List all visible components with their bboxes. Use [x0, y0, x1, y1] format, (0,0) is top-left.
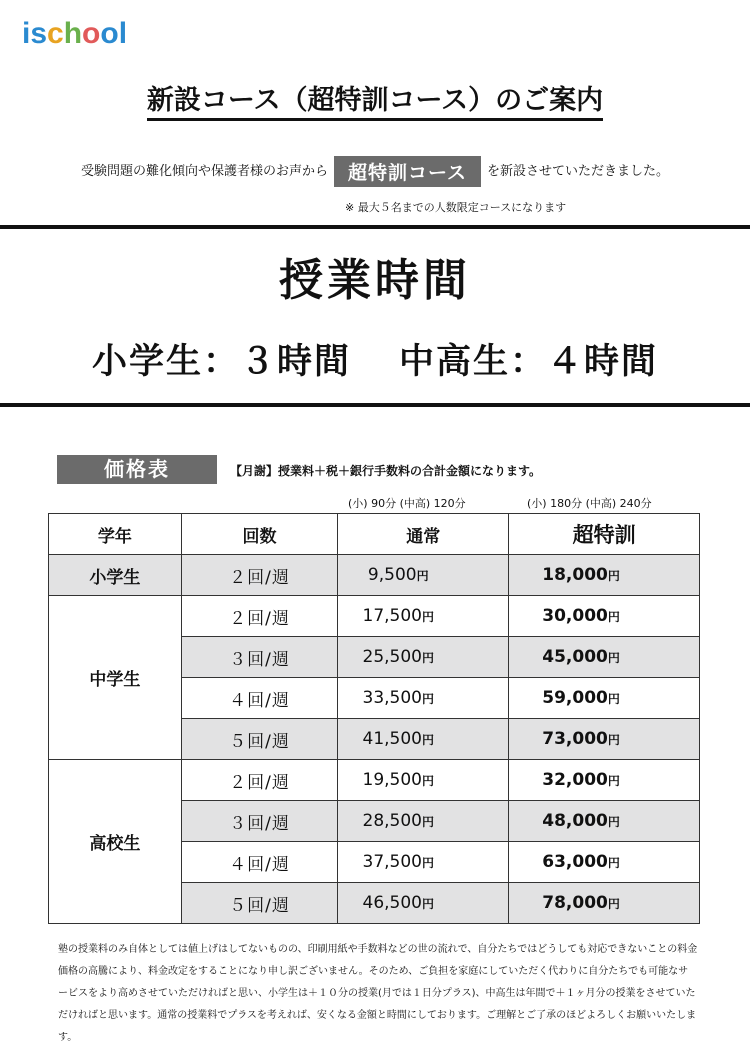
- logo-text: ischool: [22, 17, 128, 50]
- count-cell: ４回/週: [181, 842, 338, 883]
- divider-top: [0, 225, 750, 229]
- normal-price-cell: 46,500円: [338, 883, 509, 924]
- normal-price-cell: 28,500円: [338, 801, 509, 842]
- divider-bottom: [0, 403, 750, 407]
- special-price-cell: 73,000円: [509, 719, 700, 760]
- footer-notice: 塾の授業料のみ自体としては値上げはしてないものの、印刷用紙や手数料などの世の流れで、自分たちではどうしても対応できないことの料金価格の高騰により、料金改定をすることになり申し訳ございません。そのため、ご負担を家庭にしていただく代わりに自分たちでも可能なサービスをより高めさせていただければと思い、小学生は＋１０分の授業(月では１日分プラス)、中高生は年間で＋１ヶ月分の授業をさせていただければと思います。通常の授業料でプラスを考えれば、安くなる金額と時間にしております。ご理解とご了承のほどよろしくお願いいたします。: [58, 944, 698, 1043]
- normal-price-cell: 41,500円: [338, 719, 509, 760]
- normal-price-cell: 19,500円: [338, 760, 509, 801]
- price-table: [48, 513, 700, 924]
- count-cell: ３回/週: [181, 637, 338, 678]
- special-duration-note: (小) 180分 (中高) 240分: [527, 497, 652, 510]
- normal-duration-note: (小) 90分 (中高) 120分: [348, 497, 466, 510]
- header-grade: 学年: [49, 514, 182, 555]
- grade-cell-high: 高校生: [49, 760, 182, 924]
- count-cell: ３回/週: [181, 801, 338, 842]
- special-price-cell: 30,000円: [509, 596, 700, 637]
- course-highlight-badge: 超特訓コース: [334, 156, 481, 187]
- grade-cell-middle: 中学生: [49, 596, 182, 760]
- price-table-label: 価格表: [57, 455, 217, 484]
- table-row: [49, 596, 700, 637]
- table-row: [49, 555, 700, 596]
- special-price-cell: 59,000円: [509, 678, 700, 719]
- normal-price-cell: 9,500円: [338, 555, 509, 596]
- price-note: 【月謝】授業料＋税＋銀行手数料の合計金額になります。: [230, 464, 542, 478]
- normal-price-cell: 33,500円: [338, 678, 509, 719]
- header-count: 回数: [181, 514, 338, 555]
- count-cell: ２回/週: [181, 760, 338, 801]
- middle-high-time: 中高生：４時間: [399, 342, 659, 382]
- count-cell: ２回/週: [181, 555, 338, 596]
- intro-text: 受験問題の難化傾向や保護者様のお声から 超特訓コース を新設させていただきました。: [0, 156, 750, 187]
- special-price-cell: 18,000円: [509, 555, 700, 596]
- count-cell: ５回/週: [181, 883, 338, 924]
- special-price-cell: 78,000円: [509, 883, 700, 924]
- class-time-values: [0, 334, 750, 384]
- normal-price-cell: 17,500円: [338, 596, 509, 637]
- special-price-cell: 63,000円: [509, 842, 700, 883]
- special-price-cell: 45,000円: [509, 637, 700, 678]
- header-special: 超特訓: [509, 514, 700, 555]
- count-cell: ２回/週: [181, 596, 338, 637]
- class-time-heading: 授業時間: [279, 255, 471, 306]
- special-price-cell: 32,000円: [509, 760, 700, 801]
- capacity-note: ※ 最大５名までの人数限定コースになります: [345, 201, 567, 214]
- elementary-time: 小学生：３時間: [91, 342, 351, 382]
- header-normal: 通常: [338, 514, 509, 555]
- table-row: [49, 760, 700, 801]
- ischool-logo: [22, 14, 127, 54]
- count-cell: ５回/週: [181, 719, 338, 760]
- grade-cell-elementary: 小学生: [49, 555, 182, 596]
- page-title: 新設コース（超特訓コース）のご案内: [0, 78, 750, 117]
- normal-price-cell: 25,500円: [338, 637, 509, 678]
- special-price-cell: 48,000円: [509, 801, 700, 842]
- normal-price-cell: 37,500円: [338, 842, 509, 883]
- count-cell: ４回/週: [181, 678, 338, 719]
- table-header-row: [49, 514, 700, 555]
